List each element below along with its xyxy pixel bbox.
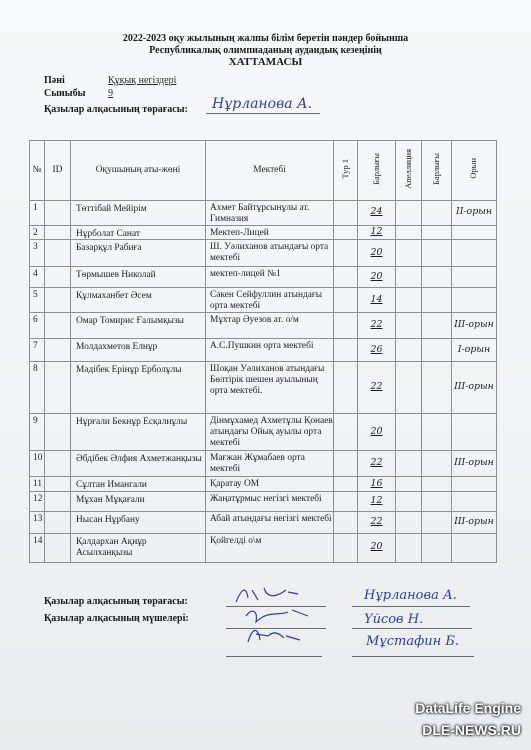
row-id — [45, 201, 71, 226]
table-row — [30, 339, 497, 362]
row-number: 11 — [30, 477, 45, 492]
row-number: 3 — [30, 240, 45, 267]
table-row — [30, 414, 497, 451]
row-number: 13 — [30, 511, 45, 533]
total-score: 22 — [358, 362, 396, 414]
school-name: Қаратау ОМ — [206, 477, 334, 492]
appeal-cell — [396, 240, 422, 267]
place-cell — [452, 240, 497, 267]
school-name: Мағжан Жұмабаев орта мектебі — [206, 451, 334, 477]
appeal-cell — [396, 533, 422, 562]
total-score: 26 — [358, 339, 396, 362]
row-id — [45, 288, 71, 313]
student-name: Құлмаханбет Әсем — [71, 288, 206, 313]
row-number: 6 — [30, 313, 45, 339]
signature-line-2 — [226, 628, 326, 629]
student-name: Нұрғали Бекнұр Есқалиұлы — [71, 414, 206, 451]
place-cell — [452, 491, 497, 511]
tour1-score — [334, 225, 358, 240]
school-name: Абай атындағы негізгі мектебі — [206, 511, 334, 533]
row-number: 9 — [30, 414, 45, 451]
row-number: 4 — [30, 267, 45, 288]
table-row — [30, 267, 497, 288]
place-cell: ІІІ-орын — [452, 362, 497, 414]
student-name: Қалдархан Ақнұр Асылханқызы — [71, 533, 206, 562]
row-id — [45, 267, 71, 288]
col-header-total2-text: Барлығы — [430, 152, 441, 185]
tour1-score — [334, 288, 358, 313]
student-name: Төттібай Мейірім — [71, 201, 206, 226]
student-name: Молдахметов Елнұр — [71, 339, 206, 362]
row-number: 8 — [30, 362, 45, 414]
row-id — [45, 362, 71, 414]
row-number: 14 — [30, 533, 45, 562]
total-score: 20 — [358, 533, 396, 562]
total2-cell — [422, 362, 452, 414]
tour1-score — [334, 491, 358, 511]
total-score: 22 — [358, 511, 396, 533]
appeal-cell — [396, 267, 422, 288]
total2-cell — [422, 491, 452, 511]
watermark-line-2: DLE-NEWS.RU — [422, 722, 521, 738]
table-row — [30, 533, 497, 562]
total-score: 20 — [358, 240, 396, 267]
tour1-score — [334, 451, 358, 477]
col-header-school: Мектебі — [206, 141, 334, 201]
appeal-cell — [396, 313, 422, 339]
appeal-cell — [396, 477, 422, 492]
table-row — [30, 362, 497, 414]
tour1-score — [334, 414, 358, 451]
appeal-cell — [396, 511, 422, 533]
grade-label: Сыныбы — [44, 88, 86, 99]
place-cell — [452, 288, 497, 313]
tour1-score — [334, 339, 358, 362]
total-score: 12 — [358, 491, 396, 511]
place-cell — [452, 267, 497, 288]
school-name: мектеп-лицей №1 — [206, 267, 334, 288]
col-header-place-text: Орын — [468, 158, 479, 179]
results-table — [29, 140, 497, 563]
total2-cell — [422, 511, 452, 533]
appeal-cell — [396, 339, 422, 362]
table-row — [30, 240, 497, 267]
school-name: Мектеп-Лицей — [206, 225, 334, 240]
total2-cell — [422, 313, 452, 339]
grade-value: 9 — [108, 88, 113, 99]
total-score: 24 — [358, 201, 396, 226]
total2-cell — [422, 533, 452, 562]
student-name: Мәдібек Ерінұр Ерболұлы — [71, 362, 206, 414]
tour1-score — [334, 477, 358, 492]
school-name: Ш. Уәлиханов атындағы орта мектебі — [206, 240, 334, 267]
row-number: 10 — [30, 451, 45, 477]
tour1-score — [334, 240, 358, 267]
place-cell — [452, 414, 497, 451]
appeal-cell — [396, 225, 422, 240]
student-name: Омар Томирис Ғалымқызы — [71, 313, 206, 339]
row-id — [45, 339, 71, 362]
total2-cell — [422, 451, 452, 477]
subject-label: Пәні — [44, 75, 65, 86]
jury-signatures — [228, 580, 338, 662]
col-header-place — [452, 141, 497, 201]
watermark-line-1: DataLife Engine — [415, 700, 521, 716]
total2-cell — [422, 288, 452, 313]
total2-cell — [422, 339, 452, 362]
tour1-score — [334, 362, 358, 414]
total-score: 14 — [358, 288, 396, 313]
total2-cell — [422, 267, 452, 288]
student-name: Базарқұл Рабиға — [71, 240, 206, 267]
row-id — [45, 313, 71, 339]
school-name: Шоқан Уәлиханов атындағы Бөлтірік шешен ауылының орта мектебі. — [206, 362, 334, 414]
student-name: Мұхан Мұқағали — [71, 491, 206, 511]
total-score: 12 — [358, 225, 396, 240]
row-id — [45, 225, 71, 240]
appeal-cell — [396, 414, 422, 451]
footer-members-label: Қазылар алқасының мүшелері: — [44, 613, 189, 624]
col-header-tour1-text: Тур 1 — [339, 158, 350, 179]
row-id — [45, 491, 71, 511]
total-score: 20 — [358, 267, 396, 288]
signature-line-3 — [226, 656, 322, 657]
table-row — [30, 313, 497, 339]
table-row — [30, 511, 497, 533]
total2-cell — [422, 240, 452, 267]
student-name: Төрмышев Николай — [71, 267, 206, 288]
appeal-cell — [396, 288, 422, 313]
footer-name-1: Нұрланова А. — [364, 588, 457, 603]
tour1-score — [334, 511, 358, 533]
col-header-total1-text: Барлығы — [370, 152, 381, 185]
place-cell: ІІ-орын — [452, 201, 497, 226]
tour1-score — [334, 533, 358, 562]
place-cell: І-орын — [452, 339, 497, 362]
total-score: 22 — [358, 313, 396, 339]
place-cell — [452, 477, 497, 492]
tour1-score — [334, 313, 358, 339]
table-row — [30, 288, 497, 313]
col-header-total1 — [358, 141, 396, 201]
place-cell: ІІІ-орын — [452, 313, 497, 339]
student-name: Нысан Нұрбану — [71, 511, 206, 533]
place-cell: ІІІ-орын — [452, 511, 497, 533]
total2-cell — [422, 477, 452, 492]
name-line-1 — [352, 606, 470, 607]
row-id — [45, 414, 71, 451]
col-header-no: № — [30, 141, 45, 201]
school-name: Жаңатұрмыс негізгі мектебі — [206, 491, 334, 511]
total2-cell — [422, 201, 452, 226]
col-header-appeal-text: Апелляция — [402, 148, 413, 189]
row-id — [45, 451, 71, 477]
col-header-total2 — [422, 141, 452, 201]
name-line-2 — [352, 628, 472, 629]
school-name: Мұхтар Әуезов ат. о/м — [206, 313, 334, 339]
col-header-id: ID — [45, 141, 71, 201]
place-cell — [452, 533, 497, 562]
footer-name-2: Үйсов Н. — [364, 612, 424, 627]
table-row — [30, 225, 497, 240]
table-header-row — [30, 141, 497, 201]
subject-value: Құқық негіздері — [108, 75, 177, 86]
school-name: Ахмет Байтұрсынұлы ат. Гимназия — [206, 201, 334, 226]
school-name: Қойгелді о\м — [206, 533, 334, 562]
header-line-1: 2022-2023 оқу жылының жалпы білім беретін пәндер бойынша — [122, 33, 409, 44]
place-cell: ІІІ-орын — [452, 451, 497, 477]
student-name: Әбдібек Әлфия Ахметжанқызы — [71, 451, 206, 477]
footer-name-3: Мұстафин Б. — [366, 634, 460, 649]
col-header-appeal — [396, 141, 422, 201]
header-title: ХАТТАМАСЫ — [228, 56, 303, 68]
jury-chair-handwritten: Нұрланова А. — [206, 96, 320, 114]
total-score: 20 — [358, 414, 396, 451]
appeal-cell — [396, 201, 422, 226]
name-line-3 — [352, 656, 474, 657]
jury-chair-label: Қазылар алқасының төрағасы: — [44, 104, 188, 115]
col-header-name: Оқушының аты-жөні — [71, 141, 206, 201]
total2-cell — [422, 225, 452, 240]
row-id — [45, 533, 71, 562]
table-row — [30, 477, 497, 492]
appeal-cell — [396, 362, 422, 414]
appeal-cell — [396, 491, 422, 511]
row-id — [45, 477, 71, 492]
row-id — [45, 511, 71, 533]
total-score: 22 — [358, 451, 396, 477]
row-number: 2 — [30, 225, 45, 240]
row-number: 5 — [30, 288, 45, 313]
tour1-score — [334, 201, 358, 226]
col-header-tour1 — [334, 141, 358, 201]
appeal-cell — [396, 451, 422, 477]
place-cell — [452, 225, 497, 240]
table-row — [30, 491, 497, 511]
row-number: 1 — [30, 201, 45, 226]
school-name: Дінмұхамед Ахметұлы Қонаев атындағы Ойық ауылы орта мектебі — [206, 414, 334, 451]
row-number: 12 — [30, 491, 45, 511]
footer-chair-label: Қазылар алқасының төрағасы: — [44, 596, 188, 607]
school-name: А.С.Пушкин орта мектебі — [206, 339, 334, 362]
student-name: Нұрболат Санат — [71, 225, 206, 240]
student-name: Сұлтан Имангали — [71, 477, 206, 492]
signature-line-1 — [226, 606, 326, 607]
total2-cell — [422, 414, 452, 451]
row-id — [45, 240, 71, 267]
header-line-2: Республикалық олимпиаданың аудандық кезеңінің — [149, 45, 382, 56]
table-row — [30, 451, 497, 477]
table-row — [30, 201, 497, 226]
total-score: 16 — [358, 477, 396, 492]
school-name: Сәкен Сейфуллин атындағы орта мектебі — [206, 288, 334, 313]
row-number: 7 — [30, 339, 45, 362]
tour1-score — [334, 267, 358, 288]
